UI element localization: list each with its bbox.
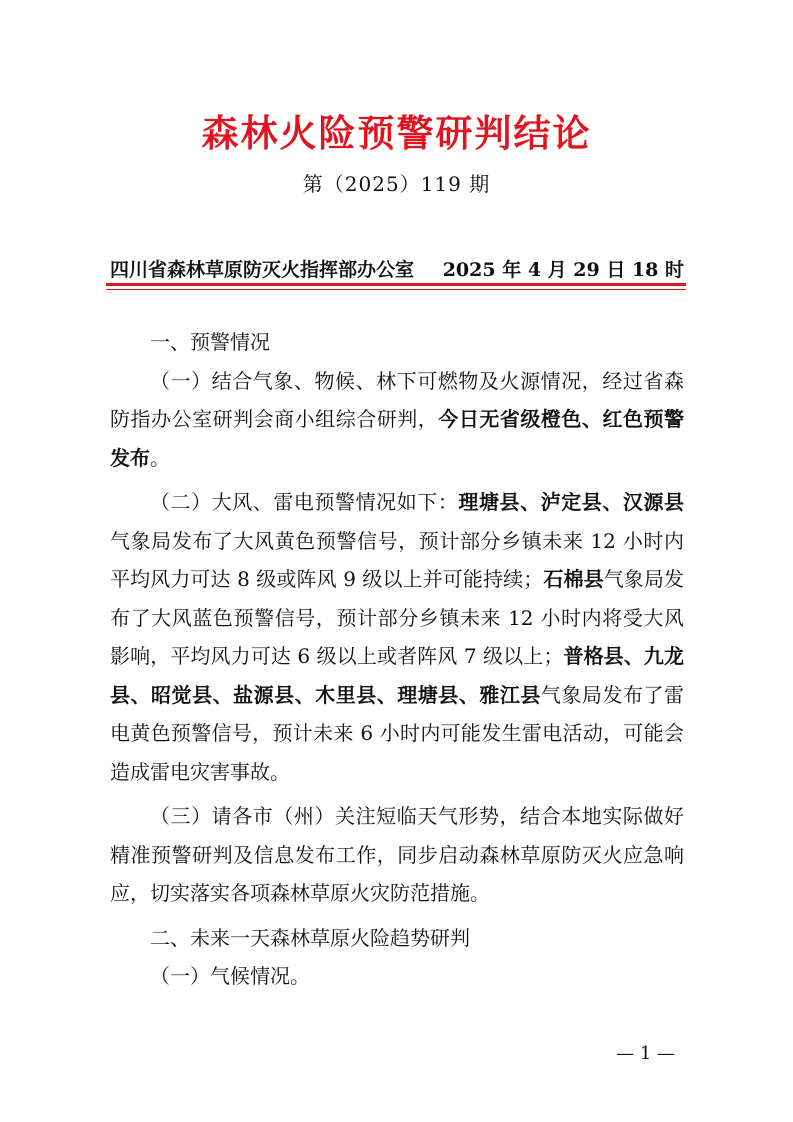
header-rule-thin xyxy=(106,289,686,290)
issuer-header xyxy=(110,255,684,283)
paragraph-2-wind-blue: 气象局发布了大风蓝色预警信号，预计部分乡镇未来 12 小时内将受大风影响，平均风力可达 6 级以上或者阵风 7 级以上； xyxy=(110,567,685,668)
paragraph-2-counties-thunder: 普格县、九龙县、昭觉县、盐源县、木里县、理塘县、雅江县 xyxy=(110,644,685,707)
issuer-name: 四川省森林草原防灭火指挥部办公室 xyxy=(110,259,415,281)
paragraph-2-county-wind-blue: 石棉县 xyxy=(543,567,604,591)
paragraph-2-thunder: 气象局发布了雷电黄色预警信号，预计未来 6 小时内可能发生雷电活动，可能会造成雷电灾害事故。 xyxy=(110,682,685,784)
paragraph-2-counties-wind-yellow: 理塘县、泸定县、汉源县 xyxy=(458,490,685,514)
paragraph-3: （三）请各市（州）关注短临天气形势，结合本地实际做好精准预警研判及信息发布工作，同步启动森林草原防灭火应急响应，切实落实各项森林草原火灾防范措施。 xyxy=(110,804,684,905)
document-title: 森林火险预警研判结论 xyxy=(201,112,592,155)
section-heading-2: 二、未来一天森林草原火险趋势研判 xyxy=(150,925,470,950)
paragraph-1 xyxy=(110,362,684,478)
paragraph-2 xyxy=(110,483,684,791)
paragraph-1-text: （一）结合气象、物候、林下可燃物及火源情况，经过省森防指办公室研判会商小组综合研判， xyxy=(110,368,684,431)
paragraph-1-emphasis: 今日无省级橙色、红色预警发布 xyxy=(110,407,685,470)
header-rule-thick xyxy=(106,283,686,286)
issue-datetime: 2025 年 4 月 29 日 18 时 xyxy=(442,259,684,281)
section-heading-1: 一、预警情况 xyxy=(150,330,270,354)
paragraph-1-end: 。 xyxy=(150,445,170,470)
document-body xyxy=(110,323,684,996)
subsection-heading: （一）气候情况。 xyxy=(150,964,310,988)
paragraph-2-intro: （二）大风、雷电预警情况如下： xyxy=(150,490,459,514)
paragraph-2-wind-yellow: 气象局发布了大风黄色预警信号，预计部分乡镇未来 12 小时内平均风力可达 8 级或阵风 9 级以上并可能持续； xyxy=(110,528,684,591)
page-number: — 1 — xyxy=(616,1043,675,1064)
issue-number: 第（2025）119 期 xyxy=(302,172,491,196)
